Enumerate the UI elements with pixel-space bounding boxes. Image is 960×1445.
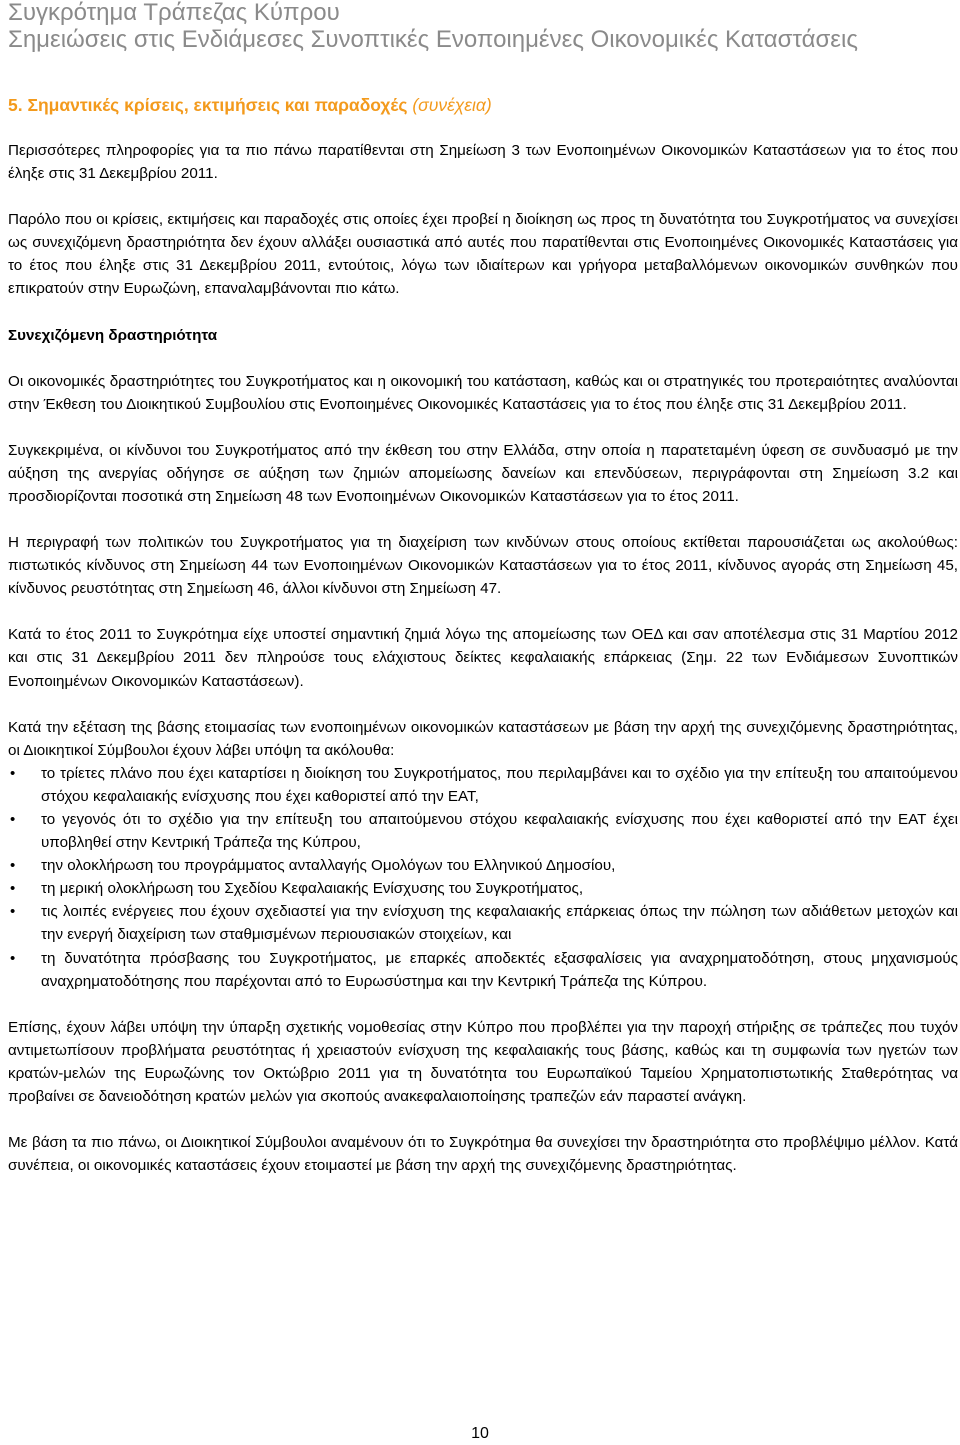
document-page: [8, 0, 958, 1177]
list-item: • την ολοκλήρωση του προγράμματος ανταλλαγής Ομολόγων του Ελληνικού Δημοσίου,: [8, 854, 958, 877]
list-item: • το τρίετες πλάνο που έχει καταρτίσει η διοίκηση του Συγκροτήματος, που περιλαμβάνει και το σχέδιο για την επίτευξη του απαιτούμενου στόχου κεφαλαιακής ενίσχυσης που έχει καθοριστεί από την ΕΑΤ,: [8, 762, 958, 808]
list-item: • τη δυνατότητα πρόσβασης του Συγκροτήματος, με επαρκές αποδεκτές εξασφαλίσεις για αναχρηματοδότηση, στους μηχανισμούς αναχρηματοδότησης που παρέχονται από το Ευρωσύστημα και την Κεντρική Τράπεζα της Κύπρου.: [8, 947, 958, 993]
paragraph-7: Κατά την εξέταση της βάσης ετοιμασίας των ενοποιημένων οικονομικών καταστάσεων με βάση την αρχή της συνεχιζόμενης δραστηριότητας, οι Διοικητικοί Σύμβουλοι έχουν λάβει υπόψη τα ακόλουθα:: [8, 718, 958, 759]
list-item: • τη μερική ολοκλήρωση του Σχεδίου Κεφαλαιακής Ενίσχυσης του Συγκροτήματος,: [8, 877, 958, 900]
list-item: • τις λοιπές ενέργειες που έχουν σχεδιαστεί για την ενίσχυση της κεφαλαιακής επάρκειας όπως την πώληση των αδιάθετων μετοχών και την ενεργή διαχείριση των σταθμισμένων περιουσιακών στοιχείων, και: [8, 900, 958, 946]
section-continued: (συνέχεια): [412, 95, 492, 115]
paragraph-8: Επίσης, έχουν λάβει υπόψη την ύπαρξη σχετικής νομοθεσίας στην Κύπρο που προβλέπει για την παροχή στήριξης σε τράπεζες που τυχόν αντιμετωπίσουν προβλήματα ρευστότητας ή χρειαστούν ενίσχυση της κεφαλαιακής τους βάσης, καθώς και τη συμφωνία των ηγετών των κρατών-μελών της Ευρωζώνης τον Οκτώβριο 2011 για τη δυνατότητα του Ευρωπαϊκού Ταμείου Χρηματοπιστωτικής Σταθερότητας να προβαίνει σε δανειοδότηση κρατών μελών για σκοπούς ανακεφαλαιοποίησης τραπεζών εάν παραστεί ανάγκη.: [8, 1018, 958, 1105]
page-number: 10: [471, 1425, 489, 1442]
document-subtitle: Σημειώσεις στις Ενδιάμεσες Συνοπτικές Ενοποιημένες Οικονομικές Καταστάσεις: [8, 26, 858, 53]
document-title: Συγκρότημα Τράπεζας Κύπρου: [8, 0, 340, 26]
list-item: • το γεγονός ότι το σχέδιο για την επίτευξη του απαιτούμενου στόχου κεφαλαιακής ενίσχυσης που έχει καθοριστεί από την ΕΑΤ έχει υποβληθεί στην Κεντρική Τράπεζα της Κύπρου,: [8, 808, 958, 854]
section-heading: [8, 94, 958, 116]
considerations-list: [8, 762, 958, 993]
section-title: 5. Σημαντικές κρίσεις, εκτιμήσεις και παραδοχές: [8, 95, 408, 115]
going-concern-heading: Συνεχιζόμενη δραστηριότητα: [8, 326, 218, 344]
paragraph-3: Οι οικονομικές δραστηριότητες του Συγκροτήματος και η οικονομική του κατάσταση, καθώς και οι στρατηγικές του προτεραιότητες αναλύονται στην Έκθεση του Διοικητικού Συμβουλίου στις Ενοποιημένες Οικονομικές Καταστάσεις για το έτος που έληξε στις 31 Δεκεμβρίου 2011.: [8, 372, 958, 413]
paragraph-2: Παρόλο που οι κρίσεις, εκτιμήσεις και παραδοχές στις οποίες έχει προβεί η διοίκηση ως προς τη δυνατότητα του Συγκροτήματος να συνεχίσει ως συνεχιζόμενη δραστηριότητα δεν έχουν αλλάξει ουσιαστικά από αυτές που παρατίθενται στις Ενοποιημένες Οικονομικές Καταστάσεις για το έτος που έληξε στις 31 Δεκεμβρίου 2011, εντούτοις, λόγω των ιδιαίτερων και γρήγορα μεταβαλλόμενων οικονομικών συνθηκών που επικρατούν στην Ευρωζώνη, επαναλαμβάνονται πιο κάτω.: [8, 211, 958, 298]
paragraph-4: Συγκεκριμένα, οι κίνδυνοι του Συγκροτήματος από την έκθεση του στην Ελλάδα, στην οποία η παρατεταμένη ύφεση σε συνδυασμό με την αύξηση της ανεργίας οδήγησε σε αύξηση των ζημιών απομείωσης δανείων και επενδύσεων, περιγράφονται στη Σημείωση 3.2 και προσδιορίζονται ποσοτικά στη Σημείωση 48 των Ενοποιημένων Οικονομικών Καταστάσεων για το έτος 2011.: [8, 441, 958, 505]
paragraph-9: Με βάση τα πιο πάνω, οι Διοικητικοί Σύμβουλοι αναμένουν ότι το Συγκρότημα θα συνεχίσει την δραστηριότητα στο προβλέψιμο μέλλον. Κατά συνέπεια, οι οικονομικές καταστάσεις έχουν ετοιμαστεί με βάση την αρχή της συνεχιζόμενης δραστηριότητας.: [8, 1134, 958, 1175]
paragraph-5: Η περιγραφή των πολιτικών του Συγκροτήματος για τη διαχείριση των κινδύνων στους οποίους εκτίθεται παρουσιάζεται ως ακολούθως: πιστωτικός κίνδυνος στη Σημείωση 44 των Ενοποιημένων Οικονομικών Καταστάσεων για το έτος 2011, κίνδυνος αγοράς στη Σημείωση 45, κίνδυνος ρευστότητας στη Σημείωση 46, άλλοι κίνδυνοι στη Σημείωση 47.: [8, 534, 958, 598]
paragraph-6: Κατά το έτος 2011 το Συγκρότημα είχε υποστεί σημαντική ζημιά λόγω της απομείωσης των ΟΕΔ και σαν αποτέλεσμα στις 31 Μαρτίου 2012 και στις 31 Δεκεμβρίου 2011 δεν πληρούσε τους ελάχιστους δείκτες κεφαλαιακής επάρκειας (Σημ. 22 των Ενδιάμεσων Συνοπτικών Ενοποιημένων Οικονομικών Καταστάσεων).: [8, 626, 958, 690]
paragraph-1: Περισσότερες πληροφορίες για τα πιο πάνω παρατίθενται στη Σημείωση 3 των Ενοποιημένων Οικονομικών Καταστάσεων για το έτος που έληξε στις 31 Δεκεμβρίου 2011.: [8, 142, 958, 183]
